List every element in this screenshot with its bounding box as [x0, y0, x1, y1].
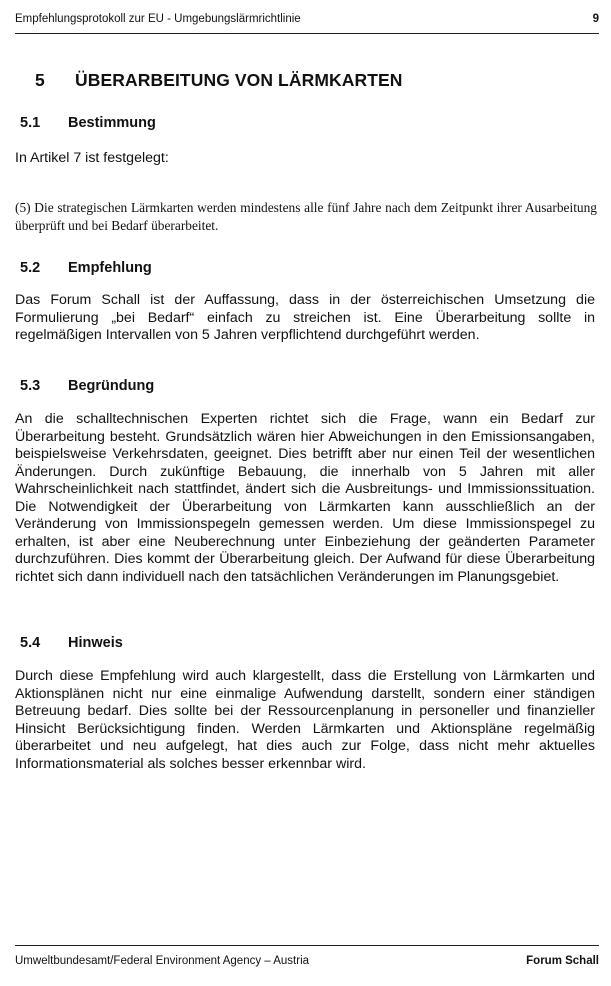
header-title: Empfehlungsprotokoll zur EU - Umgebungslärmrichtlinie — [15, 13, 301, 25]
section-number: 5.3 — [20, 378, 41, 394]
page-number: 9 — [592, 13, 599, 25]
chapter-heading — [35, 70, 403, 91]
section-number: 5.1 — [20, 115, 41, 131]
chapter-title: ÜBERARBEITUNG VON LÄRMKARTEN — [75, 70, 403, 90]
section-heading-5-3 — [20, 378, 154, 394]
section-heading-5-2 — [20, 260, 152, 276]
footer-agency: Umweltbundesamt/Federal Environment Agency – Austria — [15, 955, 310, 967]
footer-brand: Forum Schall — [526, 955, 599, 967]
section-title: Empfehlung — [68, 260, 152, 276]
chapter-number: 5 — [35, 70, 45, 90]
section-title: Hinweis — [68, 635, 123, 651]
page-header — [15, 13, 599, 34]
section-number: 5.4 — [20, 635, 41, 651]
section-heading-5-4 — [20, 635, 123, 651]
paragraph-empfehlung: Das Forum Schall ist der Auffassung, dass in der österreichischen Umsetzung die Formulierung „bei Bedarf“ einfach zu streichen ist. Eine Überarbeitung sollte in regelmäßigen Intervallen von 5 Jahren verpflichtend durchgeführt werden. — [15, 292, 595, 343]
section-title: Bestimmung — [68, 115, 156, 131]
section-intro: In Artikel 7 ist festgelegt: — [15, 150, 169, 166]
page-footer — [15, 945, 599, 971]
section-heading-5-1 — [20, 115, 156, 131]
paragraph-hinweis: Durch diese Empfehlung wird auch klargestellt, dass die Erstellung von Lärmkarten und Aktionsplänen nicht nur eine einmalige Aufwendung darstellt, sondern einer ständigen Betreuung bedarf. Dies sollte bei der Ressourcenplanung in personeller und finanzieller Hinsicht Berücksichtigung finden. Werden Lärmkarten und Aktionspläne regelmäßig überarbeitet und neu aufgelegt, hat dies auch zur Folge, dass nicht mehr aktuelles Informationsmaterial als solches besser erkennbar wird. — [15, 668, 595, 772]
section-title: Begründung — [68, 378, 155, 394]
paragraph-begruendung: An die schalltechnischen Experten richtet sich die Frage, wann ein Bedarf zur Überarbeitung besteht. Grundsätzlich wären hier Abweichungen in den Emissionsangaben, beispielsweise Verkehrsdaten, geeignet. Dies betrifft aber nur einen Teil der wesentlichen Änderungen. Durch zukünftige Bebauung, die innerhalb von 5 Jahren mit aller Wahrscheinlichkeit nach stattfindet, ändert sich die Ausbreitungs- und Immissionssituation. Die Notwendigkeit der Überarbeitung von Lärmkarten kann ausschließlich an der Veränderung von Immissionspegeln gemessen werden. Um diese Immissionspegel zu erhalten, ist aber eine Neuberechnung unter Einbeziehung der geänderten Parameter durchzuführen. Dies kommt der Überarbeitung gleich. Der Aufwand für diese Überarbeitung richtet sich dann individuell nach den tatsächlichen Veränderungen im Planungsgebiet. — [15, 411, 595, 585]
directive-quote: (5) Die strategischen Lärmkarten werden mindestens alle fünf Jahre nach dem Zeitpunkt ihrer Ausarbeitung überprüft und bei Bedarf überarbeitet. — [15, 200, 597, 233]
section-number: 5.2 — [20, 260, 41, 276]
